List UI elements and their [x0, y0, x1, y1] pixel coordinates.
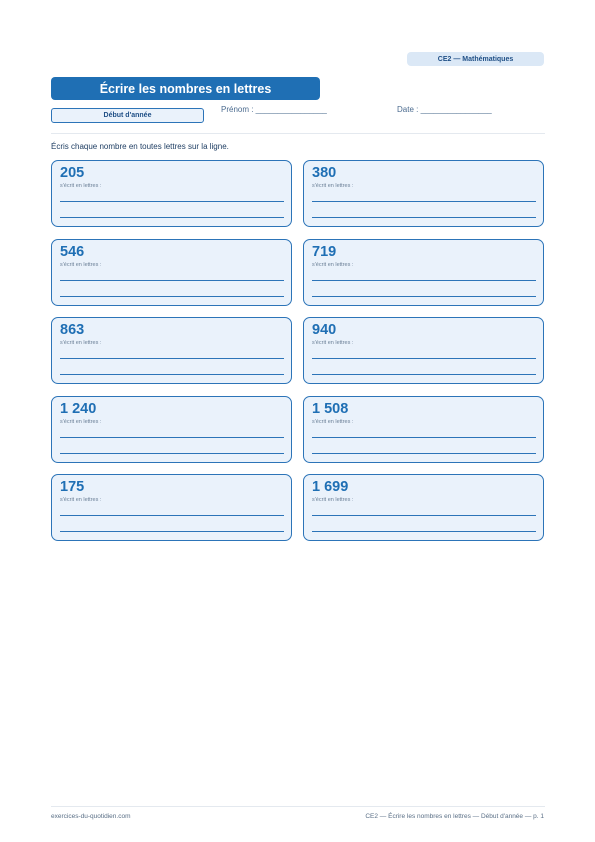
- instruction-text: Écris chaque nombre en toutes lettres sur la ligne.: [51, 142, 229, 151]
- card-number: 1 508: [312, 401, 349, 417]
- card-subtitle: s'écrit en lettres :: [312, 183, 354, 189]
- answer-line[interactable]: [60, 358, 284, 359]
- prenom-field: Prénom : ________________: [221, 105, 327, 114]
- answer-line[interactable]: [312, 201, 536, 202]
- card-number: 546: [60, 244, 85, 260]
- page-title: Écrire les nombres en lettres: [51, 77, 320, 100]
- answer-line[interactable]: [312, 437, 536, 438]
- card-number: 940: [312, 322, 337, 338]
- exercise-card: [303, 239, 544, 306]
- card-subtitle: s'écrit en lettres :: [60, 340, 102, 346]
- card-number: 1 699: [312, 479, 349, 495]
- card-subtitle: s'écrit en lettres :: [312, 340, 354, 346]
- answer-line[interactable]: [312, 217, 536, 218]
- answer-line[interactable]: [60, 531, 284, 532]
- answer-line[interactable]: [60, 296, 284, 297]
- card-subtitle: s'écrit en lettres :: [312, 497, 354, 503]
- card-subtitle: s'écrit en lettres :: [60, 419, 102, 425]
- exercise-card: [303, 396, 544, 463]
- answer-line[interactable]: [60, 515, 284, 516]
- exercise-card: [51, 239, 292, 306]
- answer-line[interactable]: [312, 358, 536, 359]
- card-number: 380: [312, 165, 337, 181]
- footer-divider: [51, 806, 545, 807]
- answer-line[interactable]: [312, 280, 536, 281]
- footer-website: exercices-du-quotidien.com: [51, 813, 131, 820]
- date-field: Date : ________________: [397, 105, 492, 114]
- answer-line[interactable]: [60, 280, 284, 281]
- exercise-card: [51, 474, 292, 541]
- card-number: 863: [60, 322, 85, 338]
- answer-line[interactable]: [312, 374, 536, 375]
- exercise-card: [303, 317, 544, 384]
- level-badge: Début d'année: [51, 108, 204, 123]
- exercise-card: [51, 396, 292, 463]
- exercise-card: [51, 317, 292, 384]
- answer-line[interactable]: [312, 296, 536, 297]
- card-subtitle: s'écrit en lettres :: [60, 262, 102, 268]
- card-number: 175: [60, 479, 85, 495]
- answer-line[interactable]: [312, 515, 536, 516]
- footer-page-info: CE2 — Écrire les nombres en lettres — Début d'année — p. 1: [365, 813, 544, 820]
- answer-line[interactable]: [60, 217, 284, 218]
- card-number: 205: [60, 165, 85, 181]
- card-subtitle: s'écrit en lettres :: [60, 183, 102, 189]
- card-subtitle: s'écrit en lettres :: [60, 497, 102, 503]
- answer-line[interactable]: [312, 453, 536, 454]
- card-number: 1 240: [60, 401, 97, 417]
- card-subtitle: s'écrit en lettres :: [312, 262, 354, 268]
- card-number: 719: [312, 244, 337, 260]
- answer-line[interactable]: [60, 437, 284, 438]
- exercise-card: [51, 160, 292, 227]
- answer-line[interactable]: [60, 201, 284, 202]
- subject-badge: CE2 — Mathématiques: [407, 52, 544, 66]
- answer-line[interactable]: [60, 374, 284, 375]
- exercise-card: [303, 160, 544, 227]
- exercise-card: [303, 474, 544, 541]
- card-subtitle: s'écrit en lettres :: [312, 419, 354, 425]
- answer-line[interactable]: [60, 453, 284, 454]
- answer-line[interactable]: [312, 531, 536, 532]
